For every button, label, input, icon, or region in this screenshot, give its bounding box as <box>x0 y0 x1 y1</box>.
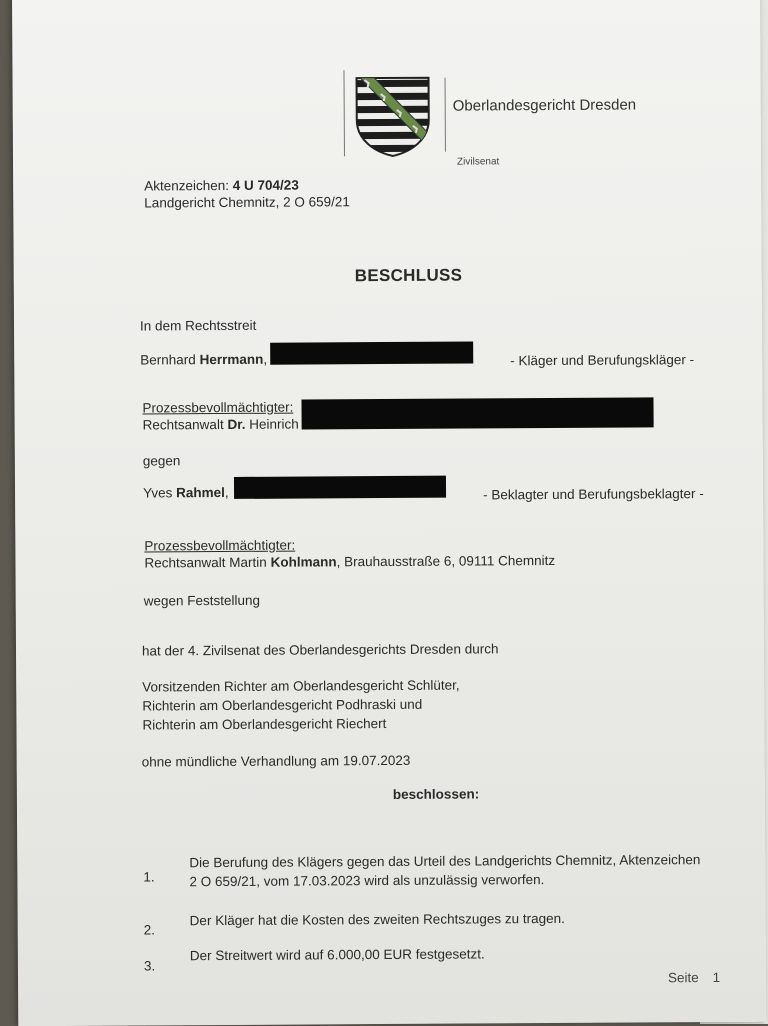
plaintiff-name: Bernhard Herrmann, <box>140 351 268 368</box>
defendant-name: Yves Rahmel, <box>142 484 229 501</box>
page-footer <box>668 970 720 985</box>
senate-line: hat der 4. Zivilsenat des Oberlandesgerichts Dresden durch <box>141 641 499 659</box>
plaintiff-role: - Kläger und Berufungskläger - <box>510 352 695 369</box>
judge-line: Richterin am Oberlandesgericht Podhraski und <box>142 696 423 714</box>
defendant-first-name: Yves <box>142 485 173 501</box>
plaintiff-first-name: Bernhard <box>140 352 196 368</box>
ruling-text: Der Streitwert wird auf 6.000,00 EUR festgesetzt. <box>189 946 485 964</box>
judge-line: Vorsitzenden Richter am Oberlandesgericht Schlüter, <box>142 677 460 695</box>
court-name: Oberlandesgericht Dresden <box>452 96 637 115</box>
defendant-last-name: Rahmel <box>176 484 225 501</box>
redaction-bar <box>234 476 446 499</box>
judge-line: Richterin am Oberlandesgericht Riechert <box>142 716 387 733</box>
file-number-label: Aktenzeichen: <box>144 177 230 194</box>
saxony-coat-of-arms-icon <box>352 74 433 158</box>
division-label: Zivilsenat <box>456 156 500 168</box>
plaintiff-counsel: Rechtsanwalt Dr. Heinrich <box>142 416 299 433</box>
hearing-line: ohne mündliche Verhandlung am 19.07.2023 <box>141 752 411 770</box>
ruling-number: 2. <box>143 922 156 938</box>
redaction-bar <box>270 341 473 364</box>
redaction-bar <box>301 397 653 429</box>
header-divider-left <box>343 70 345 156</box>
defendant-counsel: Rechtsanwalt Martin Kohlmann, Brauhausstraße 6, 09111 Chemnitz <box>144 552 556 571</box>
file-number-line <box>144 178 299 194</box>
plaintiff-last-name: Herrmann <box>199 351 264 368</box>
plaintiff-counsel-label: Prozessbevollmächtigter: <box>142 399 294 416</box>
ruling-number: 3. <box>143 958 156 974</box>
document-page <box>12 0 766 1026</box>
defendant-role: - Beklagter und Berufungsbeklagter - <box>483 486 704 503</box>
ruling-text: Der Kläger hat die Kosten des zweiten Rechtszuges zu tragen. <box>189 910 565 929</box>
ruling-text: Die Berufung des Klägers gegen das Urteil des Landgerichts Chemnitz, Aktenzeichen <box>189 852 701 871</box>
versus-text: gegen <box>142 453 181 469</box>
header-divider-right <box>445 78 446 152</box>
page-number: 1 <box>712 969 721 986</box>
page-title: BESCHLUSS <box>354 265 463 286</box>
counsel-last-name: Kohlmann <box>270 554 337 570</box>
defendant-counsel-label: Prozessbevollmächtigter: <box>144 537 296 554</box>
intro-text: In dem Rechtsstreit <box>139 317 257 334</box>
file-number: 4 U 704/23 <box>232 177 299 193</box>
page-label: Seite <box>667 970 699 986</box>
counsel-title: Dr. <box>227 416 246 432</box>
ruling-number: 1. <box>143 869 155 885</box>
decided-heading: beschlossen: <box>392 786 480 802</box>
subject-text: wegen Feststellung <box>143 592 261 609</box>
lower-court-reference: Landgericht Chemnitz, 2 O 659/21 <box>144 194 350 211</box>
ruling-text: 2 O 659/21, vom 17.03.2023 wird als unzulässig verworfen. <box>189 872 545 890</box>
counsel-address: , Brauhausstraße 6, 09111 Chemnitz <box>336 552 556 570</box>
